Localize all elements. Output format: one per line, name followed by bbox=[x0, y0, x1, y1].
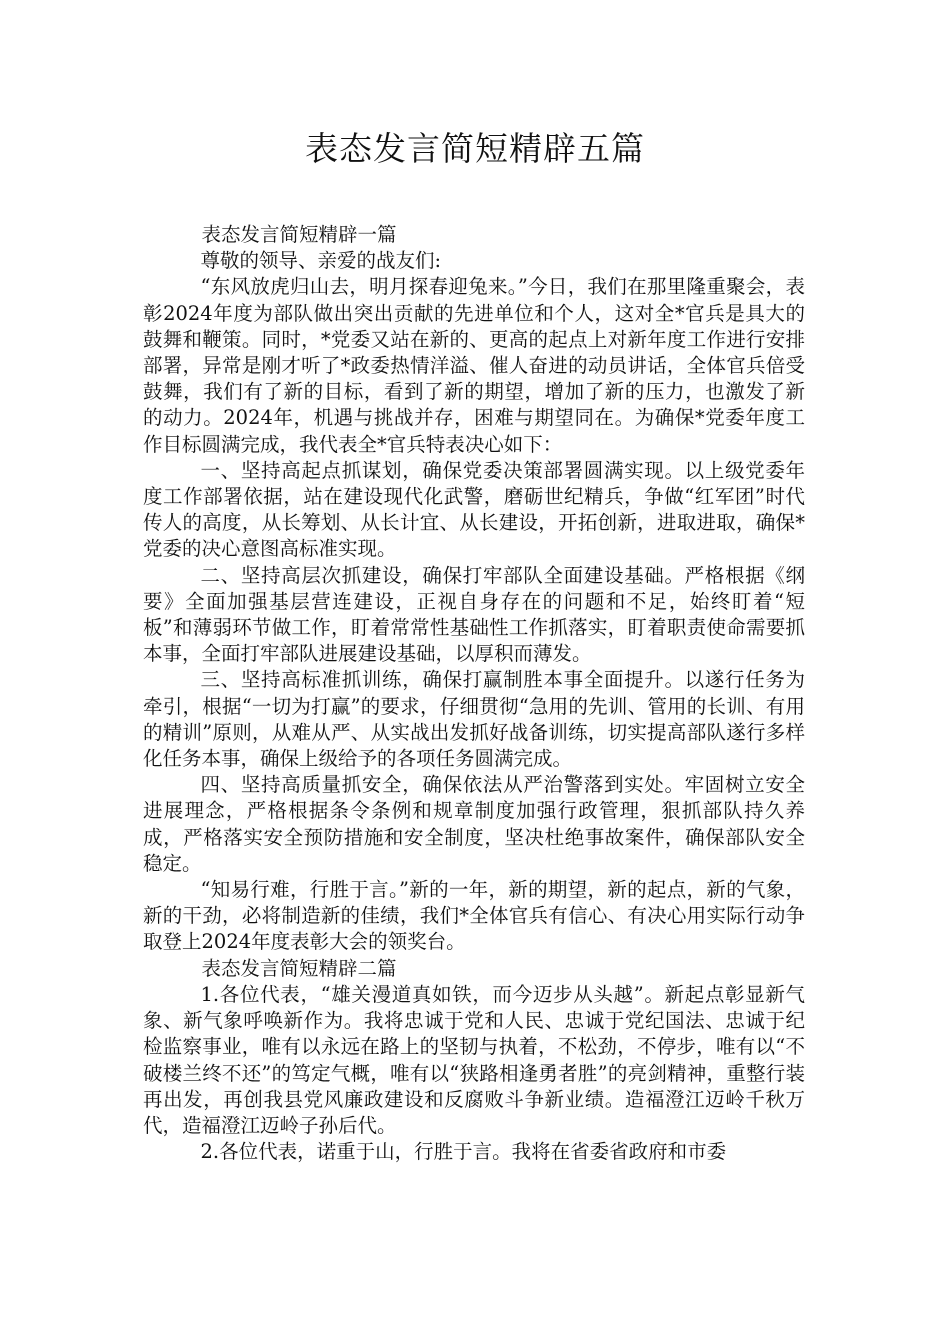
paragraph: 1.各位代表，“雄关漫道真如铁，而今迈步从头越”。新起点彰显新气象、新气象呼唤新作为。我将忠诚于党和人民、忠诚于党纪国法、忠诚于纪检监察事业，唯有以永远在路上的坚韧与执着，不松劲，不停步，唯有以“不破楼兰终不还”的笃定气概，唯有以“狭路相逢勇者胜”的亮剑精神，重整行装再出发，再创我县党风廉政建设和反腐败斗争新业绩。造福澄江迈岭千秋万代，造福澄江迈岭子孙后代。 bbox=[143, 982, 805, 1137]
paragraph: 三、坚持高标准抓训练，确保打赢制胜本事全面提升。以遂行任务为牵引，根据“一切为打赢”的要求，仔细贯彻“急用的先训、管用的长训、有用的精训”原则，从难从严、从实战出发抓好战备训练，切实提高部队遂行多样化任务本事，确保上级给予的各项任务圆满完成。 bbox=[143, 668, 805, 771]
document-title: 表态发言简短精辟五篇 bbox=[305, 129, 645, 168]
paragraph: 二、坚持高层次抓建设，确保打牢部队全面建设基础。严格根据《纲要》全面加强基层营连建设，正视自身存在的问题和不足，始终盯着“短板”和薄弱环节做工作，盯着常常性基础性工作抓落实，盯着职责使命需要抓本事，全面打牢部队进展建设基础，以厚积而薄发。 bbox=[143, 563, 805, 666]
paragraph: 四、坚持高质量抓安全，确保依法从严治警落到实处。牢固树立安全进展理念，严格根据条令条例和规章制度加强行政管理，狠抓部队持久养成，严格落实安全预防措施和安全制度，坚决杜绝事故案件，确保部队安全稳定。 bbox=[143, 773, 805, 875]
document-body bbox=[143, 222, 805, 1165]
paragraph: 一、坚持高起点抓谋划，确保党委决策部署圆满实现。以上级党委年度工作部署依据，站在建设现代化武警，磨砺世纪精兵，争做“红军团”时代传人的高度，从长筹划、从长计宜、从长建设，开拓创新，进取进取，确保*党委的决心意图高标准实现。 bbox=[143, 458, 805, 561]
paragraph: “知易行难，行胜于言。”新的一年，新的期望，新的起点，新的气象，新的干劲，必将制造新的佳绩，我们*全体官兵有信心、有决心用实际行动争取登上2024年度表彰大会的领奖台。 bbox=[143, 878, 805, 954]
paragraph: 2.各位代表，诺重于山，行胜于言。我将在省委省政府和市委 bbox=[200, 1140, 727, 1164]
paragraph: “东风放虎归山去，明月探春迎兔来。”今日，我们在那里隆重聚会，表彰2024年度为部队做出突出贡献的先进单位和个人，这对全*官兵是具大的鼓舞和鞭策。同时，*党委又站在新的、更高的起点上对新年度工作进行安排部署，异常是刚才听了*政委热情洋溢、催人奋进的动员讲话，全体官兵倍受鼓舞，我们有了新的目标，看到了新的期望，增加了新的压力，也激发了新的动力。2024年，机遇与挑战并存，困难与期望同在。为确保*党委年度工作目标圆满完成，我代表全*官兵特表决心如下： bbox=[143, 275, 805, 456]
section-heading: 表态发言简短精辟一篇 bbox=[201, 223, 397, 246]
section-heading: 表态发言简短精辟二篇 bbox=[201, 956, 397, 980]
salutation: 尊敬的领导、亲爱的战友们: bbox=[200, 249, 442, 273]
